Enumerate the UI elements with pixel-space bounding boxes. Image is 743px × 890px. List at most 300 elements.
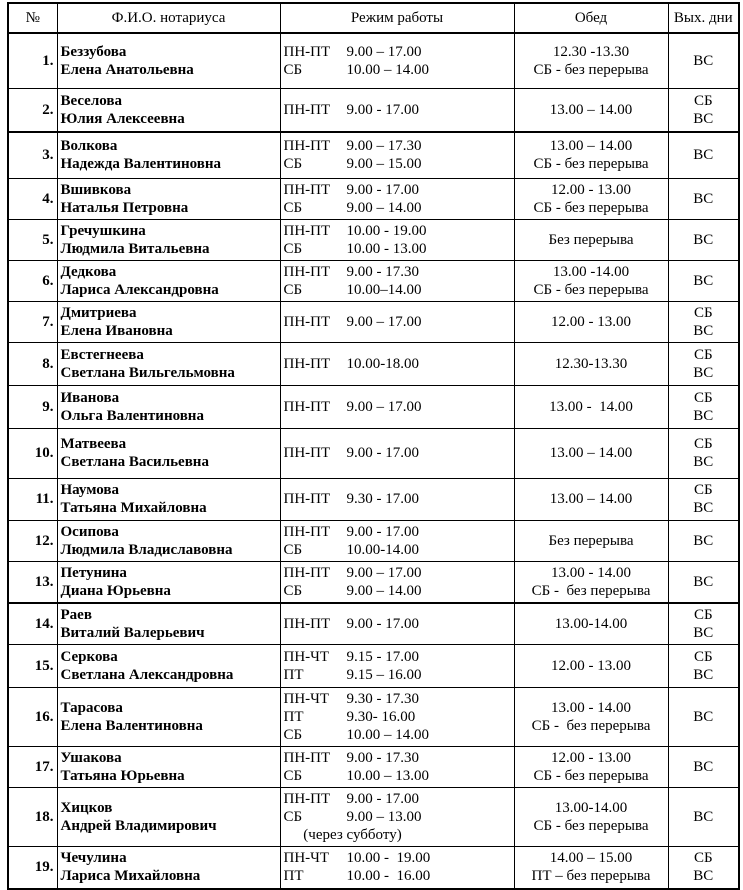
notary-name-line: Веселова [60, 92, 122, 109]
notary-name-line: Наумова [60, 482, 119, 498]
days-off-cell [668, 846, 739, 889]
lunch-cell [514, 520, 668, 561]
day-off: СБ [693, 389, 713, 406]
day-off: СБ [693, 648, 713, 665]
row-number: 5. [42, 231, 54, 248]
lunch-cell [514, 132, 668, 178]
days-off-cell [668, 342, 739, 385]
schedule-time: 9.00 - 17.00 [346, 615, 419, 632]
schedule-days: ПН-ПТ [283, 313, 331, 330]
work-schedule-cell [280, 132, 514, 178]
row-number: 17. [34, 758, 54, 775]
day-off: ВС [693, 190, 714, 207]
work-schedule [284, 523, 420, 559]
lunch-cell [514, 478, 668, 520]
day-off: СБ [693, 850, 713, 867]
notary-name-line: Матвеева [60, 436, 127, 452]
row-number-cell [8, 787, 57, 846]
notary-name-cell [57, 520, 280, 561]
lunch-cell [514, 561, 668, 603]
lunch-line: Без перерыва [548, 532, 634, 549]
row-number: 4. [42, 190, 54, 207]
table-row [8, 219, 739, 260]
table-row [8, 342, 739, 385]
notary-name-cell [57, 846, 280, 889]
lunch-line: 13.00-14.00 [554, 799, 628, 816]
notary-name-line: Елена Анатольевна [60, 61, 194, 78]
row-number: 3. [42, 147, 54, 164]
lunch-cell [514, 644, 668, 687]
work-schedule-cell [280, 644, 514, 687]
schedule-days: ПН-ПТ [283, 749, 331, 766]
row-number-cell [8, 603, 57, 645]
schedule-time: 10.00 - 16.00 [346, 868, 431, 885]
day-off: ВС [693, 573, 714, 590]
lunch-line: 12.00 - 13.00 [551, 749, 631, 766]
notary-name-line: Светлана Васильевна [60, 454, 209, 470]
day-off: ВС [693, 272, 714, 289]
row-number: 2. [42, 101, 54, 118]
table-row [8, 132, 739, 178]
notary-name-cell [57, 301, 280, 342]
work-schedule [284, 648, 422, 684]
lunch-line: 12.00 - 13.00 [551, 181, 631, 198]
work-schedule [284, 398, 422, 416]
table-row [8, 687, 739, 746]
table-row [8, 301, 739, 342]
row-number-cell [8, 132, 57, 178]
lunch-line: СБ - без перерыва [533, 156, 649, 173]
schedule-time: 9.30 - 17.30 [346, 690, 419, 707]
lunch-cell [514, 428, 668, 478]
work-schedule [284, 690, 430, 744]
row-number: 11. [35, 491, 54, 507]
work-schedule [284, 43, 430, 79]
work-schedule [284, 355, 420, 373]
notary-name-line: Серкова [60, 648, 118, 665]
notary-name-cell [57, 132, 280, 178]
days-off-cell [668, 687, 739, 746]
day-off: ВС [693, 454, 714, 470]
notary-name-line: Ушакова [60, 749, 122, 766]
table-row [8, 33, 739, 88]
lunch-line: СБ - без перерыва [533, 61, 649, 78]
work-schedule-cell [280, 428, 514, 478]
days-off-cell [668, 520, 739, 561]
lunch-line: 13.00 – 14.00 [549, 491, 633, 507]
day-off: СБ [693, 346, 713, 363]
notary-name-line: Дедкова [60, 263, 117, 280]
lunch-line: 13.00 - 14.00 [551, 699, 631, 716]
work-schedule [284, 137, 422, 173]
row-number-cell [8, 428, 57, 478]
notary-name-line: Беззубова [60, 43, 127, 60]
schedule-days: ПН-ПТ [283, 355, 331, 372]
notary-name-line: Осипова [60, 523, 119, 540]
days-off-cell [668, 33, 739, 88]
schedule-days: СБ [283, 61, 303, 78]
notary-schedule-table [7, 2, 740, 890]
days-off-cell [668, 603, 739, 645]
notary-name-cell [57, 33, 280, 88]
work-schedule-cell [280, 603, 514, 645]
work-schedule [284, 849, 431, 885]
lunch-cell [514, 88, 668, 132]
schedule-time: 10.00 - 19.00 [346, 222, 427, 239]
schedule-days: ПН-ПТ [283, 564, 331, 581]
day-off: СБ [693, 92, 713, 109]
lunch-line: 12.30-13.30 [554, 355, 628, 372]
schedule-time: 9.00 – 15.00 [346, 156, 422, 173]
schedule-time: 10.00-18.00 [346, 355, 419, 372]
row-number: 7. [42, 313, 54, 330]
notary-name-cell [57, 385, 280, 428]
row-number: 6. [42, 272, 54, 289]
day-off: ВС [693, 708, 714, 725]
days-off-cell [668, 644, 739, 687]
day-off: ВС [693, 532, 714, 549]
notary-name-cell [57, 746, 280, 787]
lunch-cell [514, 687, 668, 746]
day-off: ВС [693, 52, 714, 69]
table-header [8, 3, 739, 33]
work-schedule [284, 444, 420, 462]
lunch-line: 13.00 - 14.00 [551, 564, 631, 581]
lunch-line: 14.00 – 15.00 [549, 850, 633, 867]
schedule-time: 9.15 – 16.00 [346, 666, 422, 683]
schedule-time: 9.15 - 17.00 [346, 648, 419, 665]
schedule-time: 9.00 - 17.00 [346, 445, 419, 461]
row-number-cell [8, 88, 57, 132]
notary-name-line: Иванова [60, 389, 120, 406]
work-schedule [284, 615, 420, 633]
work-schedule [284, 101, 420, 119]
notary-name-line: Диана Юрьевна [60, 582, 171, 599]
notary-name-line: Светлана Вильгельмовна [60, 364, 235, 381]
lunch-cell [514, 33, 668, 88]
notary-name-cell [57, 561, 280, 603]
schedule-days: ПН-ПТ [283, 263, 331, 280]
table-body [8, 33, 739, 889]
schedule-days: ПТ [283, 708, 304, 725]
notary-name-line: Лариса Михайловна [60, 868, 201, 885]
notary-name-line: Людмила Витальевна [60, 240, 210, 257]
row-number: 9. [42, 398, 54, 415]
table-row [8, 846, 739, 889]
schedule-time: 9.00 – 17.30 [346, 138, 422, 155]
table-row [8, 478, 739, 520]
notary-name-line: Петунина [60, 564, 127, 581]
days-off-cell [668, 428, 739, 478]
notary-name-line: Тарасова [60, 699, 123, 716]
days-off-cell [668, 787, 739, 846]
schedule-time: 9.00 – 17.00 [346, 398, 422, 415]
schedule-days: ПН-ЧТ [283, 648, 330, 665]
notary-name-cell [57, 687, 280, 746]
lunch-line: 13.00-14.00 [554, 615, 628, 632]
work-schedule [284, 313, 422, 331]
schedule-days: ПН-ПТ [283, 43, 331, 60]
work-schedule-cell [280, 33, 514, 88]
row-number: 1. [42, 52, 54, 69]
header-number: № [8, 3, 57, 33]
schedule-time: 9.00 - 17.00 [346, 101, 419, 118]
table-row [8, 644, 739, 687]
work-schedule-cell [280, 301, 514, 342]
days-off-cell [668, 219, 739, 260]
schedule-days: ПН-ПТ [283, 445, 331, 461]
days-off-cell [668, 478, 739, 520]
lunch-cell [514, 846, 668, 889]
row-number-cell [8, 33, 57, 88]
table-row [8, 88, 739, 132]
days-off-cell [668, 561, 739, 603]
schedule-days: СБ [283, 767, 303, 784]
work-schedule [284, 490, 420, 508]
row-number: 16. [34, 708, 54, 725]
schedule-time: 9.30 - 17.00 [346, 491, 419, 507]
lunch-line: 13.00 -14.00 [552, 263, 630, 280]
notary-name-line: Наталья Петровна [60, 199, 189, 216]
schedule-time: 10.00 - 13.00 [346, 240, 427, 257]
schedule-time: 9.30- 16.00 [346, 708, 416, 725]
work-schedule [284, 749, 430, 785]
row-number: 18. [34, 808, 54, 825]
notary-name-cell [57, 219, 280, 260]
schedule-days: ПН-ПТ [283, 101, 331, 118]
row-number-cell [8, 846, 57, 889]
notary-name-line: Гречушкина [60, 222, 146, 239]
schedule-time: 10.00 – 13.00 [346, 767, 429, 784]
schedule-time: 9.00 - 17.00 [346, 523, 419, 540]
row-number-cell [8, 385, 57, 428]
schedule-days: ПН-ЧТ [283, 690, 330, 707]
notary-name-line: Надежда Валентиновна [60, 156, 222, 173]
row-number-cell [8, 178, 57, 219]
day-off: СБ [693, 606, 713, 623]
notary-name-line: Татьяна Юрьевна [60, 767, 185, 784]
table-row [8, 178, 739, 219]
lunch-line: 13.00 – 14.00 [549, 101, 633, 118]
work-schedule-cell [280, 260, 514, 301]
day-off: СБ [693, 436, 713, 452]
schedule-days: ПН-ПТ [283, 398, 331, 415]
days-off-cell [668, 301, 739, 342]
day-off: ВС [693, 231, 714, 248]
row-number-cell [8, 301, 57, 342]
days-off-cell [668, 178, 739, 219]
lunch-cell [514, 219, 668, 260]
days-off-cell [668, 132, 739, 178]
table-row [8, 787, 739, 846]
lunch-line: 12.00 - 13.00 [551, 313, 631, 330]
schedule-days: ПН-ПТ [283, 181, 331, 198]
notary-name-line: Дмитриева [60, 304, 137, 321]
work-schedule [284, 181, 422, 217]
schedule-time: 10.00-14.00 [346, 541, 419, 558]
lunch-line: СБ - без перерыва [533, 281, 649, 298]
work-schedule-cell [280, 385, 514, 428]
schedule-time: 10.00 - 19.00 [346, 850, 431, 867]
schedule-time: 9.00 – 17.00 [346, 43, 422, 60]
schedule-days: СБ [283, 281, 303, 298]
row-number: 14. [34, 615, 54, 632]
notary-name-line: Андрей Владимирович [60, 817, 217, 834]
schedule-days: СБ [283, 240, 303, 257]
day-off: ВС [693, 808, 714, 825]
work-schedule-cell [280, 178, 514, 219]
notary-name-cell [57, 603, 280, 645]
schedule-days: ПН-ПТ [283, 222, 331, 239]
work-schedule-cell [280, 561, 514, 603]
row-number-cell [8, 342, 57, 385]
schedule-time: 10.00–14.00 [346, 281, 422, 298]
day-off: ВС [693, 110, 714, 127]
work-schedule [284, 263, 422, 299]
schedule-days: СБ [283, 199, 303, 216]
schedule-time: 10.00 – 14.00 [346, 61, 429, 78]
schedule-days: СБ [283, 808, 303, 825]
row-number-cell [8, 478, 57, 520]
lunch-line: СБ - без перерыва [533, 817, 649, 834]
notary-name-line: Виталий Валерьевич [60, 624, 205, 641]
table-row [8, 603, 739, 645]
schedule-time: 9.00 - 17.00 [346, 181, 419, 198]
notary-name-cell [57, 644, 280, 687]
row-number: 19. [34, 859, 54, 876]
work-schedule-cell [280, 342, 514, 385]
header-notary-name: Ф.И.О. нотариуса [57, 3, 280, 33]
work-schedule-cell [280, 846, 514, 889]
lunch-cell [514, 787, 668, 846]
schedule-days: СБ [283, 541, 303, 558]
header-days-off: Вых. дни [668, 3, 739, 33]
schedule-days: ПН-ПТ [283, 615, 331, 632]
table-row [8, 520, 739, 561]
schedule-days: ПН-ПТ [283, 138, 331, 155]
row-number: 13. [34, 573, 54, 590]
schedule-days: ПН-ПТ [283, 790, 331, 807]
work-schedule-cell [280, 88, 514, 132]
schedule-time: 9.00 - 17.00 [346, 790, 419, 807]
days-off-cell [668, 260, 739, 301]
day-off: ВС [693, 364, 714, 381]
notary-name-line: Вшивкова [60, 181, 132, 198]
row-number-cell [8, 561, 57, 603]
days-off-cell [668, 746, 739, 787]
work-schedule [284, 564, 422, 600]
schedule-days: СБ [283, 582, 303, 599]
row-number: 12. [34, 532, 54, 549]
work-schedule [284, 222, 427, 258]
notary-name-line: Елена Ивановна [60, 322, 173, 339]
schedule-time: 9.00 – 14.00 [346, 199, 422, 216]
notary-name-cell [57, 478, 280, 520]
header-lunch: Обед [514, 3, 668, 33]
schedule-time: 9.00 - 17.30 [346, 749, 419, 766]
row-number-cell [8, 746, 57, 787]
lunch-line: СБ - без перерыва [531, 717, 651, 734]
lunch-cell [514, 342, 668, 385]
notary-name-line: Юлия Алексеевна [60, 110, 185, 127]
notary-name-cell [57, 787, 280, 846]
table-row [8, 428, 739, 478]
days-off-cell [668, 88, 739, 132]
schedule-time: 10.00 – 14.00 [346, 726, 429, 743]
lunch-line: 13.00 – 14.00 [549, 138, 633, 155]
schedule-days: ПН-ЧТ [283, 850, 330, 867]
days-off-cell [668, 385, 739, 428]
notary-name-line: Евстегнеева [60, 346, 144, 363]
lunch-line: СБ - без перерыва [533, 767, 649, 784]
notary-name-line: Людмила Владиславовна [60, 541, 233, 558]
lunch-line: СБ - без перерыва [533, 199, 649, 216]
notary-name-line: Раев [60, 606, 92, 623]
lunch-line: 13.00 – 14.00 [549, 445, 633, 461]
notary-name-line: Чечулина [60, 850, 127, 867]
row-number-cell [8, 260, 57, 301]
schedule-days: ПН-ПТ [283, 523, 331, 540]
schedule-note: (через субботу) [303, 826, 402, 843]
notary-name-line: Хицков [60, 799, 113, 816]
schedule-time: 9.00 – 14.00 [346, 582, 422, 599]
schedule-days: СБ [283, 726, 303, 743]
lunch-line: 12.30 -13.30 [552, 43, 630, 60]
row-number-cell [8, 687, 57, 746]
notary-name-line: Лариса Александровна [60, 281, 219, 298]
table-row [8, 561, 739, 603]
notary-name-cell [57, 178, 280, 219]
lunch-cell [514, 178, 668, 219]
schedule-days: ПТ [283, 666, 304, 683]
table-row [8, 385, 739, 428]
work-schedule-cell [280, 520, 514, 561]
day-off: ВС [693, 147, 714, 164]
schedule-time: 9.00 – 17.00 [346, 313, 422, 330]
notary-name-cell [57, 342, 280, 385]
notary-name-line: Светлана Александровна [60, 666, 234, 683]
day-off: СБ [693, 304, 713, 321]
row-number: 8. [42, 355, 54, 372]
lunch-line: 12.00 - 13.00 [551, 657, 631, 674]
schedule-days: ПН-ПТ [283, 491, 331, 507]
day-off: ВС [693, 758, 714, 775]
notary-name-cell [57, 428, 280, 478]
schedule-time: 9.00 – 13.00 [346, 808, 422, 825]
day-off: ВС [693, 624, 714, 641]
day-off: ВС [693, 322, 714, 339]
lunch-line: ПТ – без перерыва [531, 868, 651, 885]
table-row [8, 746, 739, 787]
lunch-cell [514, 260, 668, 301]
work-schedule-cell [280, 219, 514, 260]
notary-name-cell [57, 88, 280, 132]
schedule-time: 9.00 - 17.30 [346, 263, 419, 280]
lunch-line: 13.00 - 14.00 [549, 398, 633, 415]
row-number: 15. [34, 657, 54, 674]
lunch-line: Без перерыва [548, 231, 634, 248]
work-schedule-cell [280, 746, 514, 787]
row-number-cell [8, 219, 57, 260]
schedule-days: ПТ [283, 868, 304, 885]
table-row [8, 260, 739, 301]
work-schedule-cell [280, 687, 514, 746]
day-off: СБ [693, 482, 713, 498]
notary-name-cell [57, 260, 280, 301]
day-off: ВС [693, 407, 714, 424]
day-off: ВС [693, 500, 714, 516]
schedule-time: 9.00 – 17.00 [346, 564, 422, 581]
